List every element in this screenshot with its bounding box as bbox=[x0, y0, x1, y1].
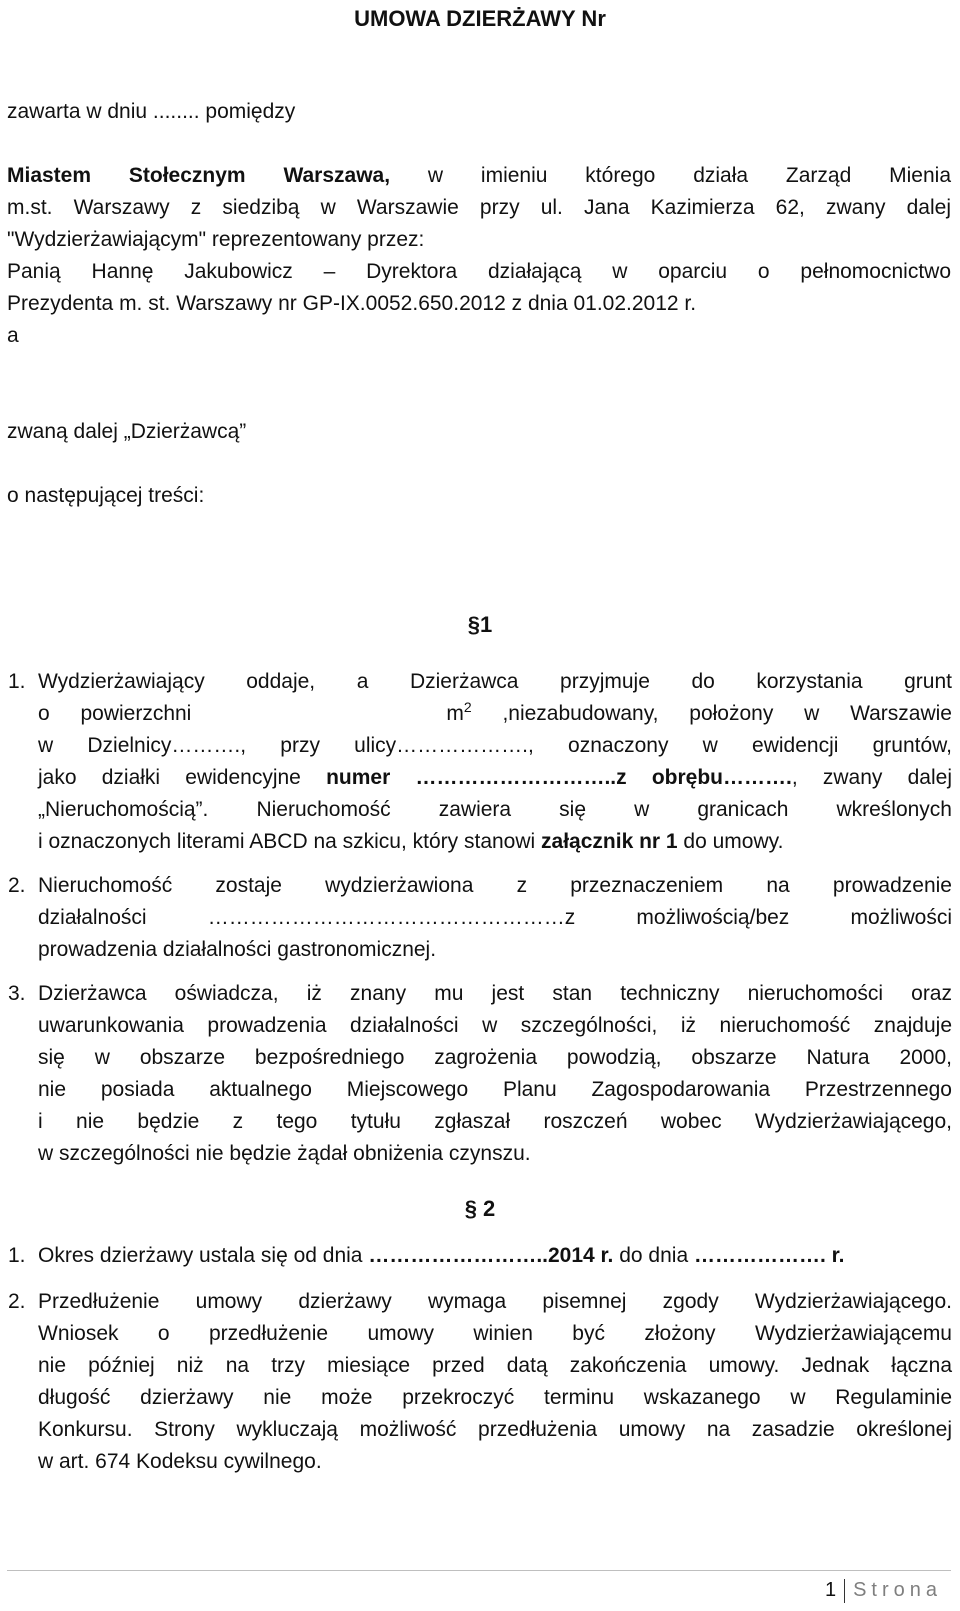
item-line: i nie będzie z tego tytułu zgłaszał roszczeń wobec Wydzierżawiającego, bbox=[38, 1110, 952, 1133]
item-line: Dzierżawca oświadcza, iż znany mu jest stan techniczny nieruchomości oraz bbox=[38, 982, 952, 1005]
section-2-mark: § 2 bbox=[464, 1196, 496, 1221]
item-line bbox=[38, 698, 952, 730]
page-label: Strona bbox=[853, 1579, 942, 1601]
item-line: Konkursu. Strony wykluczają możliwość przedłużenia umowy na zasadzie określonej bbox=[38, 1418, 952, 1441]
item-number: 1. bbox=[8, 670, 26, 693]
term-start: ……………………..2014 r. bbox=[368, 1244, 614, 1267]
page-number: 1 bbox=[824, 1579, 837, 1601]
parcel-rest: , zwany dalej bbox=[791, 766, 952, 789]
section-1-item-2 bbox=[8, 870, 952, 966]
item-line: „Nieruchomością”. Nieruchomość zawiera się w granicach wkreślonych bbox=[38, 798, 952, 821]
item-line bbox=[38, 762, 952, 794]
item-line: prowadzenia działalności gastronomicznej. bbox=[38, 938, 437, 961]
item-line: w szczególności nie będzie żądał obniżenia czynszu. bbox=[38, 1142, 531, 1165]
attachment-ref: załącznik nr 1 bbox=[541, 830, 678, 853]
intro-content: o następującej treści: bbox=[7, 484, 205, 507]
item-line bbox=[38, 826, 952, 858]
item-line: uwarunkowania prowadzenia działalności w szczególności, iż nieruchomość znajduje bbox=[38, 1014, 952, 1037]
intro-line3: "Wydzierżawiającym" reprezentowany przez: bbox=[7, 228, 425, 251]
item-line: w Dzielnicy………., przy ulicy………………., oznaczony w ewidencji gruntów, bbox=[38, 734, 952, 757]
item-line: Nieruchomość zostaje wydzierżawiona z przeznaczeniem na prowadzenie bbox=[38, 874, 952, 897]
intro-tenant: zwaną dalej „Dzierżawcą” bbox=[7, 420, 247, 443]
area-rest: ,niezabudowany, położony w Warszawie bbox=[471, 702, 952, 725]
intro-concluded: zawarta w dniu ........ pomiędzy bbox=[7, 100, 296, 123]
item-line: Przedłużenie umowy dzierżawy wymaga pisemnej zgody Wydzierżawiającego. bbox=[38, 1290, 952, 1313]
area-unit-sup: 2 bbox=[463, 699, 472, 715]
item-line bbox=[38, 1240, 952, 1272]
term-to-label: do dnia bbox=[613, 1244, 694, 1267]
parcel-number: numer ………………………..z obrębu………. bbox=[326, 766, 792, 789]
party1-rest: w imieniu którego działa Zarząd Mienia bbox=[390, 164, 951, 187]
sketch-text: i oznaczonych literami ABCD na szkicu, który stanowi bbox=[38, 830, 542, 853]
item-line: nie posiada aktualnego Miejscowego Planu Zagospodarowania Przestrzennego bbox=[38, 1078, 952, 1101]
item-line: długość dzierżawy nie może przekroczyć terminu wskazanego w Regulaminie bbox=[38, 1386, 952, 1409]
party1-name: Miastem Stołecznym Warszawa, bbox=[7, 164, 391, 187]
section-1-mark: §1 bbox=[467, 612, 493, 637]
item-line: się w obszarze bezpośredniego zagrożenia powodzią, obszarze Natura 2000, bbox=[38, 1046, 952, 1069]
item-line: nie później niż na trzy miesiące przed datą zakończenia umowy. Jednak łączna bbox=[38, 1354, 952, 1377]
item-line: Wniosek o przedłużenie umowy winien być złożony Wydzierżawiającemu bbox=[38, 1322, 952, 1345]
item-number: 2. bbox=[8, 1290, 26, 1313]
area-label: o powierzchni bbox=[38, 702, 192, 725]
item-number: 2. bbox=[8, 874, 26, 897]
section-2-item-1 bbox=[8, 1240, 952, 1272]
section-1-item-3 bbox=[8, 978, 952, 1170]
sketch-rest: do umowy. bbox=[677, 830, 784, 853]
parcel-label: jako działki ewidencyjne bbox=[38, 766, 327, 789]
footer-rule bbox=[7, 1570, 951, 1571]
area-unit: m bbox=[446, 702, 464, 725]
page-footer bbox=[825, 1576, 942, 1604]
intro-line2: m.st. Warszawy z siedzibą w Warszawie przy ul. Jana Kazimierza 62, zwany dalej bbox=[7, 196, 951, 219]
intro-line4: Panią Hannę Jakubowicz – Dyrektora działającą w oparciu o pełnomocnictwo bbox=[7, 260, 951, 283]
item-number: 1. bbox=[8, 1244, 26, 1267]
item-number: 3. bbox=[8, 982, 26, 1005]
term-label: Okres dzierżawy ustala się od dnia bbox=[38, 1244, 369, 1267]
footer-separator bbox=[844, 1579, 845, 1603]
document-title: UMOWA DZIERŻAWY Nr bbox=[354, 6, 606, 31]
section-1-item-1 bbox=[8, 666, 952, 858]
item-line: w art. 674 Kodeksu cywilnego. bbox=[38, 1450, 322, 1473]
term-end: ………………. r. bbox=[693, 1244, 845, 1267]
item-line: Wydzierżawiający oddaje, a Dzierżawca przyjmuje do korzystania grunt bbox=[38, 670, 952, 693]
intro-line6: a bbox=[7, 324, 19, 347]
item-line: działalności ……………………………………………z możliwością/bez możliwości bbox=[38, 906, 952, 929]
intro-party1 bbox=[7, 160, 951, 191]
section-2-item-2 bbox=[8, 1286, 952, 1478]
intro-line5: Prezydenta m. st. Warszawy nr GP-IX.0052.650.2012 z dnia 01.02.2012 r. bbox=[7, 292, 697, 315]
